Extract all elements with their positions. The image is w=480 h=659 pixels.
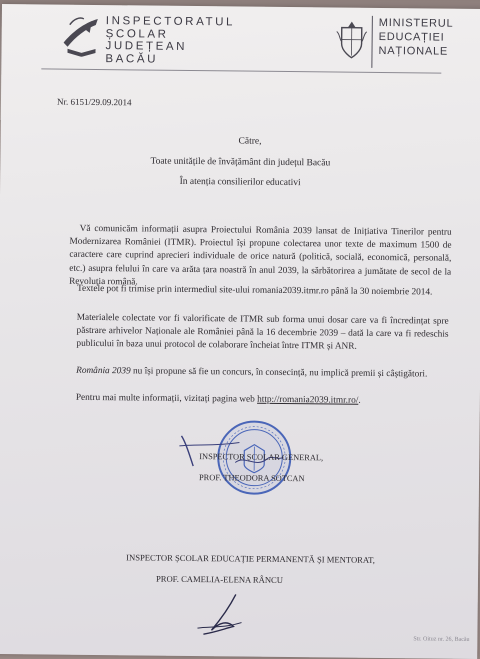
inspectorate-name — [105, 15, 235, 66]
header-left — [61, 13, 242, 75]
inspectorate-line-4: BACĂU — [105, 53, 234, 67]
recipient-line: Toate unitățile de învățământ din județul Bacău — [0, 155, 480, 170]
second-signature-icon — [195, 592, 255, 639]
paragraph-1-text: Vă comunicăm informații asupra Proiectului România 2039 lansat de Inițiativa Tinerilor pentru Modernizarea României (ITMR). Proiectul își propune colectarea unor texte de maximum 1500 de caractere care cuprind aprecieri individuale de orice natură (politică, socială, economică, personală, etc.) asupra felului în care va arăta țara noastră în anul 2039, la sărbătorirea a jumătate de secol de la Revoluția română. — [69, 224, 452, 287]
ministry-line-1: MINISTERUL — [379, 16, 454, 31]
romania-coat-of-arms-icon — [335, 19, 367, 59]
footer-address: Str. Oituz nr. 26, Bacău — [413, 636, 469, 643]
inspectorate-line-3: JUDEȚEAN — [105, 40, 234, 54]
more-info-suffix: . — [358, 396, 360, 406]
ministry-line-2: EDUCAȚIEI — [379, 30, 454, 45]
document-page — [0, 4, 480, 659]
inspectorate-logo-icon — [61, 13, 101, 57]
to-label: Către, — [239, 136, 262, 146]
ministry-line-3: NAȚIONALE — [378, 44, 453, 59]
permanent-education-inspector-title: INSPECTOR ȘCOLAR EDUCAȚIE PERMANENTĂ ȘI MENTORAT, — [126, 552, 375, 565]
header-divider — [371, 16, 373, 68]
paragraph-3-text: Materialele colectate vor fi valorificate de ITMR sub forma unui dosar care va fi încredințat spre păstrare arhivelor Naționale ale României până la 16 decembrie 2039 – dată la care va fi redeschis publicului în baza unui protocol de colaborare încheiat între ITMR și ANR. — [76, 313, 448, 352]
paragraph-4-rest: nu își propune să fie un concurs, în consecință, nu implică premii și câștigători. — [131, 366, 428, 379]
paragraph-submission: Textele pot fi trimise prin intermediul site-ului romania2039.itmr.ro până la 30 noiembrie 2014. — [77, 283, 449, 300]
ministry-name — [378, 16, 453, 59]
general-inspector-name: PROF. THEODORA SOTCAN — [199, 473, 305, 483]
inspectorate-line-2: ȘCOLAR — [106, 28, 235, 42]
paragraph-not-contest — [76, 365, 448, 382]
permanent-education-inspector-name: PROF. CAMELIA-ELENA RÂNCU — [156, 574, 283, 585]
inspectorate-line-1: INSPECTORATUL — [106, 15, 235, 29]
paragraph-project-intro — [69, 223, 452, 293]
attention-line: În atenția consilierilor educativi — [0, 175, 480, 190]
paragraph-archiving — [76, 312, 448, 356]
project-name-italic: România 2039 — [76, 366, 131, 377]
registration-number: Nr. 6151/29.09.2014 — [57, 97, 132, 108]
more-info-prefix: Pentru mai multe informații, vizitați pagina web — [76, 393, 257, 405]
paragraph-more-info — [76, 392, 448, 409]
website-link[interactable]: http://romania2039.itmr.ro/ — [257, 395, 358, 406]
general-inspector-title: INSPECTOR ȘCOLAR GENERAL, — [199, 452, 323, 462]
